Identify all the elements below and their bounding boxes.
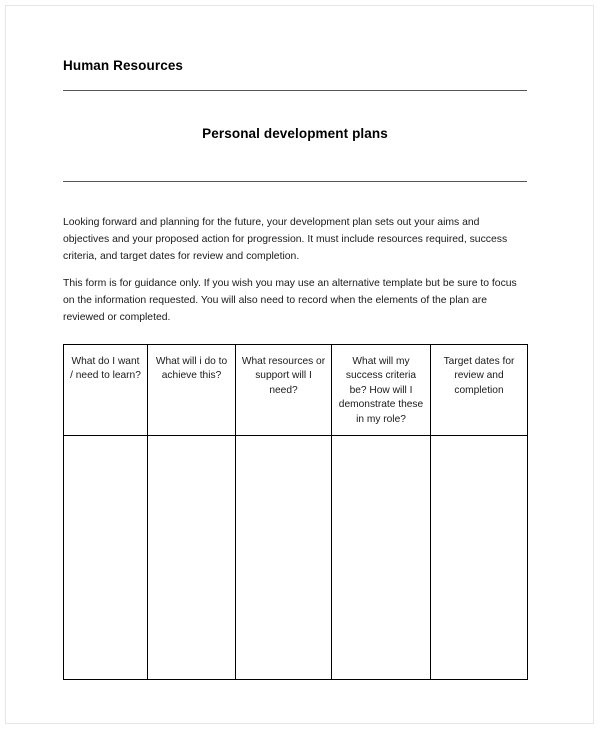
- cell-target-dates[interactable]: [431, 436, 528, 680]
- column-header-success-criteria: What will my success criteria be? How will I demonstrate these in my role?: [332, 345, 431, 436]
- intro-paragraph-2: This form is for guidance only. If you wish you may use an alternative template but be sure to focus on the information requested. You will also need to record when the elements of the plan are reviewed or completed.: [63, 278, 517, 324]
- table-header-row: [64, 345, 528, 436]
- table-row: [64, 436, 528, 680]
- table-header: [64, 345, 528, 436]
- document-title: Personal development plans: [202, 126, 388, 141]
- table-body: [64, 436, 528, 680]
- header-divider-top: [63, 90, 527, 91]
- intro-paragraph-1: Looking forward and planning for the future, your development plan sets out your aims and objectives and your proposed action for progression. It must include resources required, success criteria, and target dates for review and completion.: [63, 217, 508, 263]
- cell-success-criteria[interactable]: [332, 436, 431, 680]
- column-header-resources: What resources or support will I need?: [236, 345, 332, 436]
- column-header-learning-need: What do I want / need to learn?: [64, 345, 148, 436]
- column-header-actions: What will i do to achieve this?: [148, 345, 236, 436]
- column-header-target-dates: Target dates for review and completion: [431, 345, 528, 436]
- cell-learning-need[interactable]: [64, 436, 148, 680]
- cell-actions[interactable]: [148, 436, 236, 680]
- cell-resources[interactable]: [236, 436, 332, 680]
- department-heading: Human Resources: [63, 58, 184, 73]
- personal-development-plan-table: [63, 344, 528, 680]
- header-divider-bottom: [63, 181, 527, 182]
